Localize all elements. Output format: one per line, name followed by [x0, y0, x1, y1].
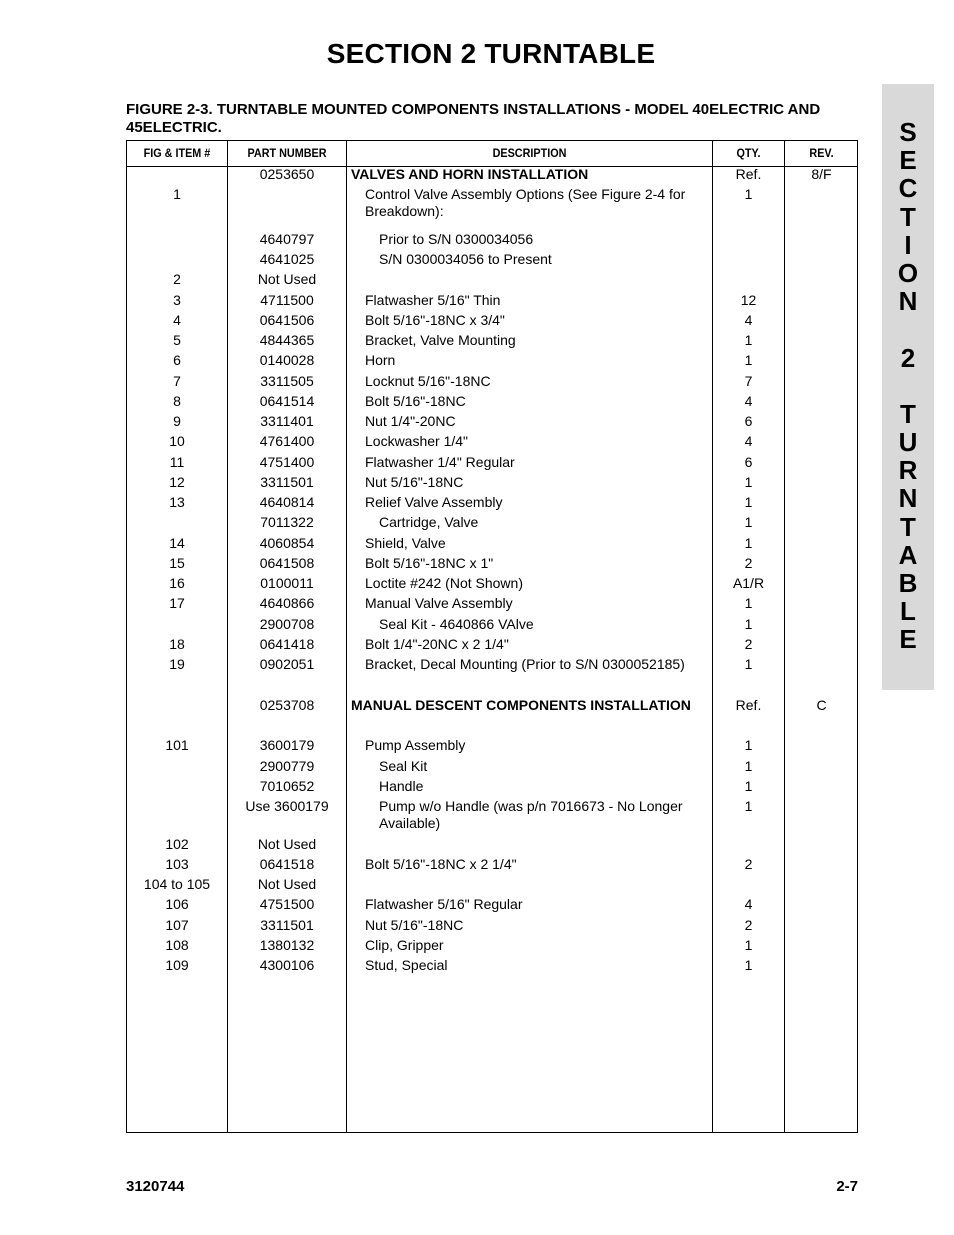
- description-cell: VALVES AND HORN INSTALLATION: [351, 166, 589, 182]
- part-number-cell: 7011322: [260, 514, 314, 530]
- item-number-cell: 5: [173, 332, 181, 348]
- rev-cell: 8/F: [811, 166, 832, 182]
- description-cell: Flatwasher 5/16" Regular: [365, 896, 523, 912]
- qty-cell: 2: [744, 555, 753, 571]
- qty-cell: 1: [744, 616, 753, 632]
- part-number-cell: 4640866: [259, 595, 315, 611]
- part-number-cell: 4060854: [259, 535, 315, 551]
- part-number-cell: 4640797: [259, 231, 315, 247]
- part-number-cell: 0641508: [259, 555, 315, 571]
- description-cell: Bolt 5/16"-18NC: [365, 393, 466, 409]
- qty-cell: 4: [744, 433, 753, 449]
- description-cell: Pump Assembly: [365, 737, 466, 753]
- side-tab-letter: T: [900, 511, 916, 542]
- parts-table: [126, 140, 858, 1133]
- part-number-cell: 4761400: [259, 433, 315, 449]
- side-tab-letter: A: [898, 539, 918, 570]
- document-number: 3120744: [126, 1178, 185, 1195]
- item-number-cell: 104 to 105: [143, 876, 211, 892]
- side-tab-letter: L: [900, 596, 916, 627]
- part-number-cell: Not Used: [257, 876, 317, 892]
- description-cell: Prior to S/N 0300034056: [379, 231, 534, 247]
- description-cell: Relief Valve Assembly: [365, 494, 503, 510]
- part-number-cell: 2900779: [259, 758, 315, 774]
- part-number-cell: 0140028: [259, 352, 315, 368]
- qty-cell: 1: [744, 332, 753, 348]
- part-number-cell: 4844365: [259, 332, 315, 348]
- description-cell: Bolt 5/16"-18NC x 1": [365, 555, 494, 571]
- item-number-cell: 16: [169, 575, 185, 591]
- qty-cell: 1: [744, 656, 753, 672]
- description-cell: Clip, Gripper: [365, 937, 444, 953]
- side-tab-letter: B: [898, 568, 918, 598]
- description-cell: MANUAL DESCENT COMPONENTS INSTALLATION: [351, 697, 691, 713]
- description-cell: Horn: [365, 352, 396, 368]
- side-tab-letter: [882, 315, 934, 343]
- qty-cell: 1: [744, 758, 753, 774]
- side-tab-letter: C: [898, 173, 918, 204]
- description-cell: Bolt 5/16"-18NC x 3/4": [365, 312, 505, 328]
- description-cell: Bolt 5/16"-18NC x 2 1/4": [365, 856, 517, 872]
- item-number-cell: 4: [173, 312, 181, 328]
- description-cell: Lockwasher 1/4": [365, 433, 469, 449]
- part-number-cell: 4300106: [259, 957, 315, 973]
- side-tab-letter: S: [899, 117, 917, 147]
- part-number-cell: Use 3600179: [245, 798, 329, 814]
- header-fig-item: FIG & ITEM #: [143, 146, 211, 160]
- description-cell: Locknut 5/16"-18NC: [365, 373, 491, 389]
- description-cell: Shield, Valve: [365, 535, 446, 551]
- qty-cell: 1: [744, 474, 753, 490]
- item-number-cell: 9: [173, 413, 181, 429]
- part-number-cell: 3311505: [260, 373, 314, 389]
- item-number-cell: 107: [165, 917, 189, 933]
- description-cell: Nut 1/4"-20NC: [365, 413, 456, 429]
- header-description: DESCRIPTION: [492, 146, 567, 160]
- item-number-cell: 10: [169, 433, 185, 449]
- side-tab-letter: N: [898, 286, 918, 317]
- item-number-cell: 102: [165, 836, 189, 852]
- qty-cell: 4: [744, 312, 753, 328]
- header-qty: QTY.: [736, 146, 761, 160]
- part-number-cell: 4711500: [260, 292, 314, 308]
- qty-cell: 1: [744, 186, 753, 202]
- description-cell: Cartridge, Valve: [379, 514, 479, 530]
- item-number-cell: 109: [165, 957, 189, 973]
- side-tab-letter: U: [898, 427, 918, 458]
- item-number-cell: 17: [169, 595, 185, 611]
- part-number-cell: 1380132: [259, 937, 315, 953]
- qty-cell: 7: [744, 373, 753, 389]
- part-number-cell: 3311501: [260, 917, 314, 933]
- part-number-cell: 0253650: [259, 166, 315, 182]
- qty-cell: 2: [744, 636, 753, 652]
- column-divider: [784, 141, 785, 1132]
- part-number-cell: 4751400: [259, 454, 315, 470]
- qty-cell: 6: [744, 413, 753, 429]
- side-tab-letter: T: [900, 398, 916, 429]
- part-number-cell: 7010652: [259, 778, 315, 794]
- item-number-cell: 108: [165, 937, 189, 953]
- description-cell: Nut 5/16"-18NC: [365, 474, 464, 490]
- description-cell: Manual Valve Assembly: [365, 595, 513, 611]
- description-cell: Handle: [379, 778, 424, 794]
- part-number-cell: 3600179: [259, 737, 315, 753]
- item-number-cell: 106: [165, 896, 189, 912]
- qty-cell: 1: [744, 937, 753, 953]
- item-number-cell: 13: [169, 494, 185, 510]
- section-title: SECTION 2 TURNTABLE: [326, 38, 656, 69]
- description-cell: Seal Kit - 4640866 VAlve: [379, 616, 534, 632]
- description-cell: S/N 0300034056 to Present: [379, 251, 552, 267]
- qty-cell: Ref.: [735, 166, 762, 182]
- side-tab-letter: O: [897, 257, 919, 288]
- qty-cell: 1: [744, 514, 753, 530]
- side-tab-letter: I: [904, 229, 912, 260]
- section-side-tab: [882, 84, 934, 690]
- part-number-cell: 4751500: [259, 896, 315, 912]
- qty-cell: 1: [744, 737, 753, 753]
- part-number-cell: 0641418: [259, 636, 315, 652]
- qty-cell: 4: [744, 896, 753, 912]
- description-cell: Nut 5/16"-18NC: [365, 917, 464, 933]
- qty-cell: 1: [744, 535, 753, 551]
- figure-title: FIGURE 2-3. TURNTABLE MOUNTED COMPONENTS INSTALLATIONS - MODEL 40ELECTRIC AND 45ELECTRIC.: [126, 101, 821, 136]
- qty-cell: A1/R: [732, 575, 765, 591]
- description-cell: Seal Kit: [379, 758, 428, 774]
- part-number-cell: 0902051: [259, 656, 315, 672]
- item-number-cell: 101: [165, 737, 189, 753]
- item-number-cell: 11: [169, 454, 185, 470]
- side-tab-letter: N: [898, 483, 918, 514]
- part-number-cell: Not Used: [257, 836, 317, 852]
- description-cell: Control Valve Assembly Options (See Figure 2-4 for Breakdown):: [365, 186, 686, 219]
- part-number-cell: Not Used: [257, 271, 317, 287]
- qty-cell: 1: [744, 957, 753, 973]
- item-number-cell: 7: [173, 373, 181, 389]
- part-number-cell: 4640814: [259, 494, 315, 510]
- item-number-cell: 19: [169, 656, 185, 672]
- qty-cell: 4: [744, 393, 753, 409]
- part-number-cell: 0641514: [259, 393, 315, 409]
- description-cell: Loctite #242 (Not Shown): [365, 575, 523, 591]
- item-number-cell: 14: [169, 535, 185, 551]
- qty-cell: 1: [744, 494, 753, 510]
- side-tab-letter: [882, 372, 934, 400]
- qty-cell: 1: [744, 798, 753, 814]
- part-number-cell: 0641518: [259, 856, 315, 872]
- qty-cell: 1: [744, 352, 753, 368]
- description-cell: Bolt 1/4"-20NC x 2 1/4": [365, 636, 509, 652]
- header-part-number: PART NUMBER: [247, 146, 327, 160]
- page-number: 2-7: [836, 1178, 858, 1195]
- item-number-cell: 6: [173, 352, 181, 368]
- item-number-cell: 8: [173, 393, 181, 409]
- part-number-cell: 3311501: [260, 474, 314, 490]
- item-number-cell: 12: [169, 474, 185, 490]
- qty-cell: 1: [744, 778, 753, 794]
- part-number-cell: 2900708: [259, 616, 315, 632]
- item-number-cell: 15: [169, 555, 185, 571]
- item-number-cell: 1: [173, 186, 181, 202]
- qty-cell: 1: [744, 595, 753, 611]
- description-cell: Flatwasher 1/4" Regular: [365, 454, 515, 470]
- part-number-cell: 0100011: [260, 575, 314, 591]
- item-number-cell: 103: [165, 856, 189, 872]
- qty-cell: 2: [744, 856, 753, 872]
- description-cell: Flatwasher 5/16" Thin: [365, 292, 501, 308]
- column-divider: [346, 141, 347, 1132]
- description-cell: Pump w/o Handle (was p/n 7016673 - No Longer Available): [379, 798, 683, 831]
- part-number-cell: 0253708: [259, 697, 315, 713]
- side-tab-letter: T: [900, 201, 916, 232]
- qty-cell: 6: [744, 454, 753, 470]
- side-tab-letter: 2: [900, 342, 916, 373]
- header-rev: REV.: [809, 146, 834, 160]
- part-number-cell: 4641025: [259, 251, 315, 267]
- side-tab-letter: R: [898, 455, 918, 486]
- qty-cell: Ref.: [735, 697, 762, 713]
- qty-cell: 12: [740, 292, 757, 308]
- qty-cell: 2: [744, 917, 753, 933]
- item-number-cell: 18: [169, 636, 185, 652]
- description-cell: Bracket, Decal Mounting (Prior to S/N 0300052185): [365, 656, 685, 672]
- side-tab-letter: E: [899, 145, 917, 176]
- item-number-cell: 2: [173, 271, 181, 287]
- item-number-cell: 3: [173, 292, 181, 308]
- side-tab-letters: [882, 118, 934, 654]
- part-number-cell: 3311401: [260, 413, 314, 429]
- part-number-cell: 0641506: [259, 312, 315, 328]
- description-cell: Bracket, Valve Mounting: [365, 332, 516, 348]
- rev-cell: C: [816, 697, 827, 713]
- side-tab-letter: E: [899, 624, 917, 655]
- description-cell: Stud, Special: [365, 957, 448, 973]
